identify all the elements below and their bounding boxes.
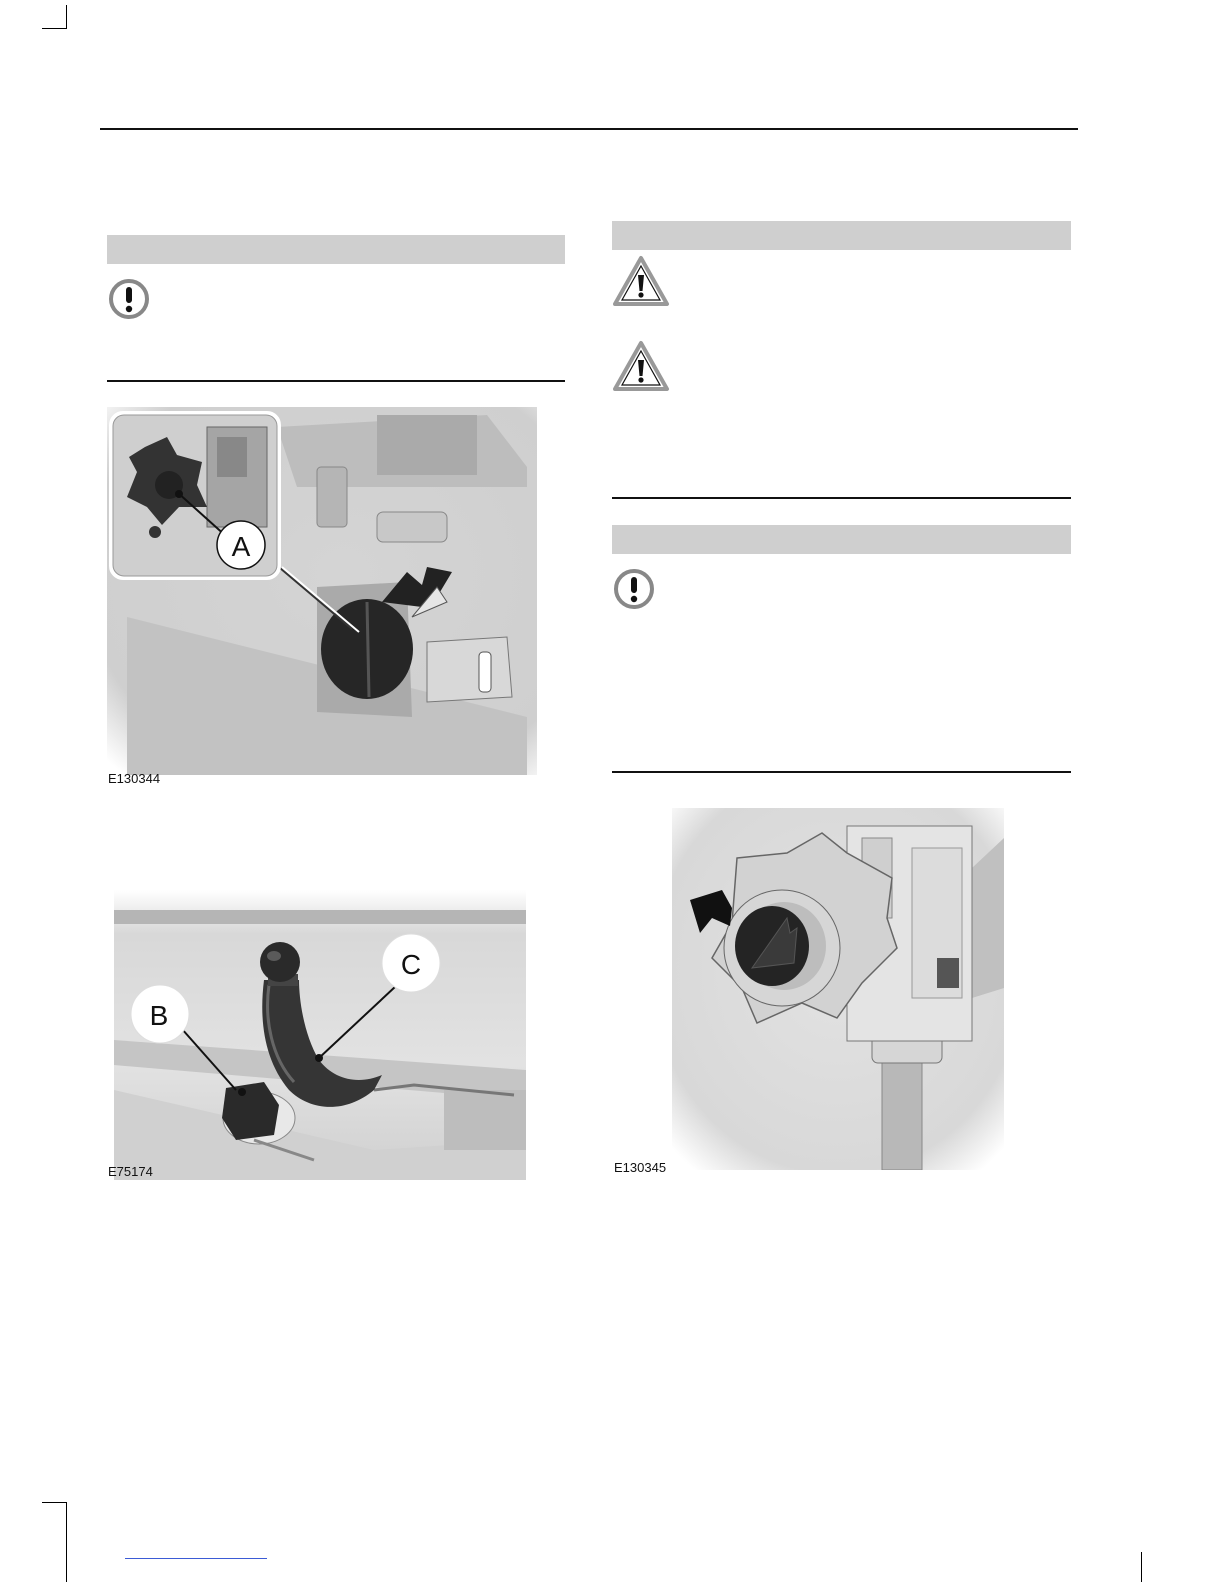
crop-mark-bottom-left-horizontal (42, 1502, 67, 1503)
crop-mark-bottom-right (1141, 1552, 1142, 1582)
callout-a: A (231, 531, 251, 562)
figure-code-e75174: E75174 (108, 1164, 153, 1179)
caution-icon (612, 569, 658, 611)
callout-b: B (149, 1000, 169, 1031)
caution-icon (107, 279, 153, 321)
warning-triangle-icon (612, 340, 670, 392)
right-section1-rule (612, 497, 1071, 499)
crop-mark-top-left-horizontal (42, 28, 67, 29)
figure-code-e130344: E130344 (108, 771, 161, 786)
figure-e130345 (672, 808, 1004, 1170)
right-section2-heading-bar (612, 525, 1071, 554)
crop-mark-bottom-left-vertical (66, 1502, 67, 1582)
callout-c: C (400, 949, 422, 980)
warning-triangle-icon (612, 255, 670, 307)
right-section1-heading-bar (612, 221, 1071, 250)
crop-mark-top-left-vertical (66, 5, 67, 29)
figure-e75174 (114, 890, 526, 1180)
figure-code-e130345: E130345 (614, 1160, 667, 1175)
figure-e130344 (107, 407, 537, 775)
left-section-rule (107, 380, 565, 382)
footer-link[interactable] (125, 1558, 267, 1559)
right-section2-rule (612, 771, 1071, 773)
header-rule (100, 128, 1078, 130)
left-section-heading-bar (107, 235, 565, 264)
